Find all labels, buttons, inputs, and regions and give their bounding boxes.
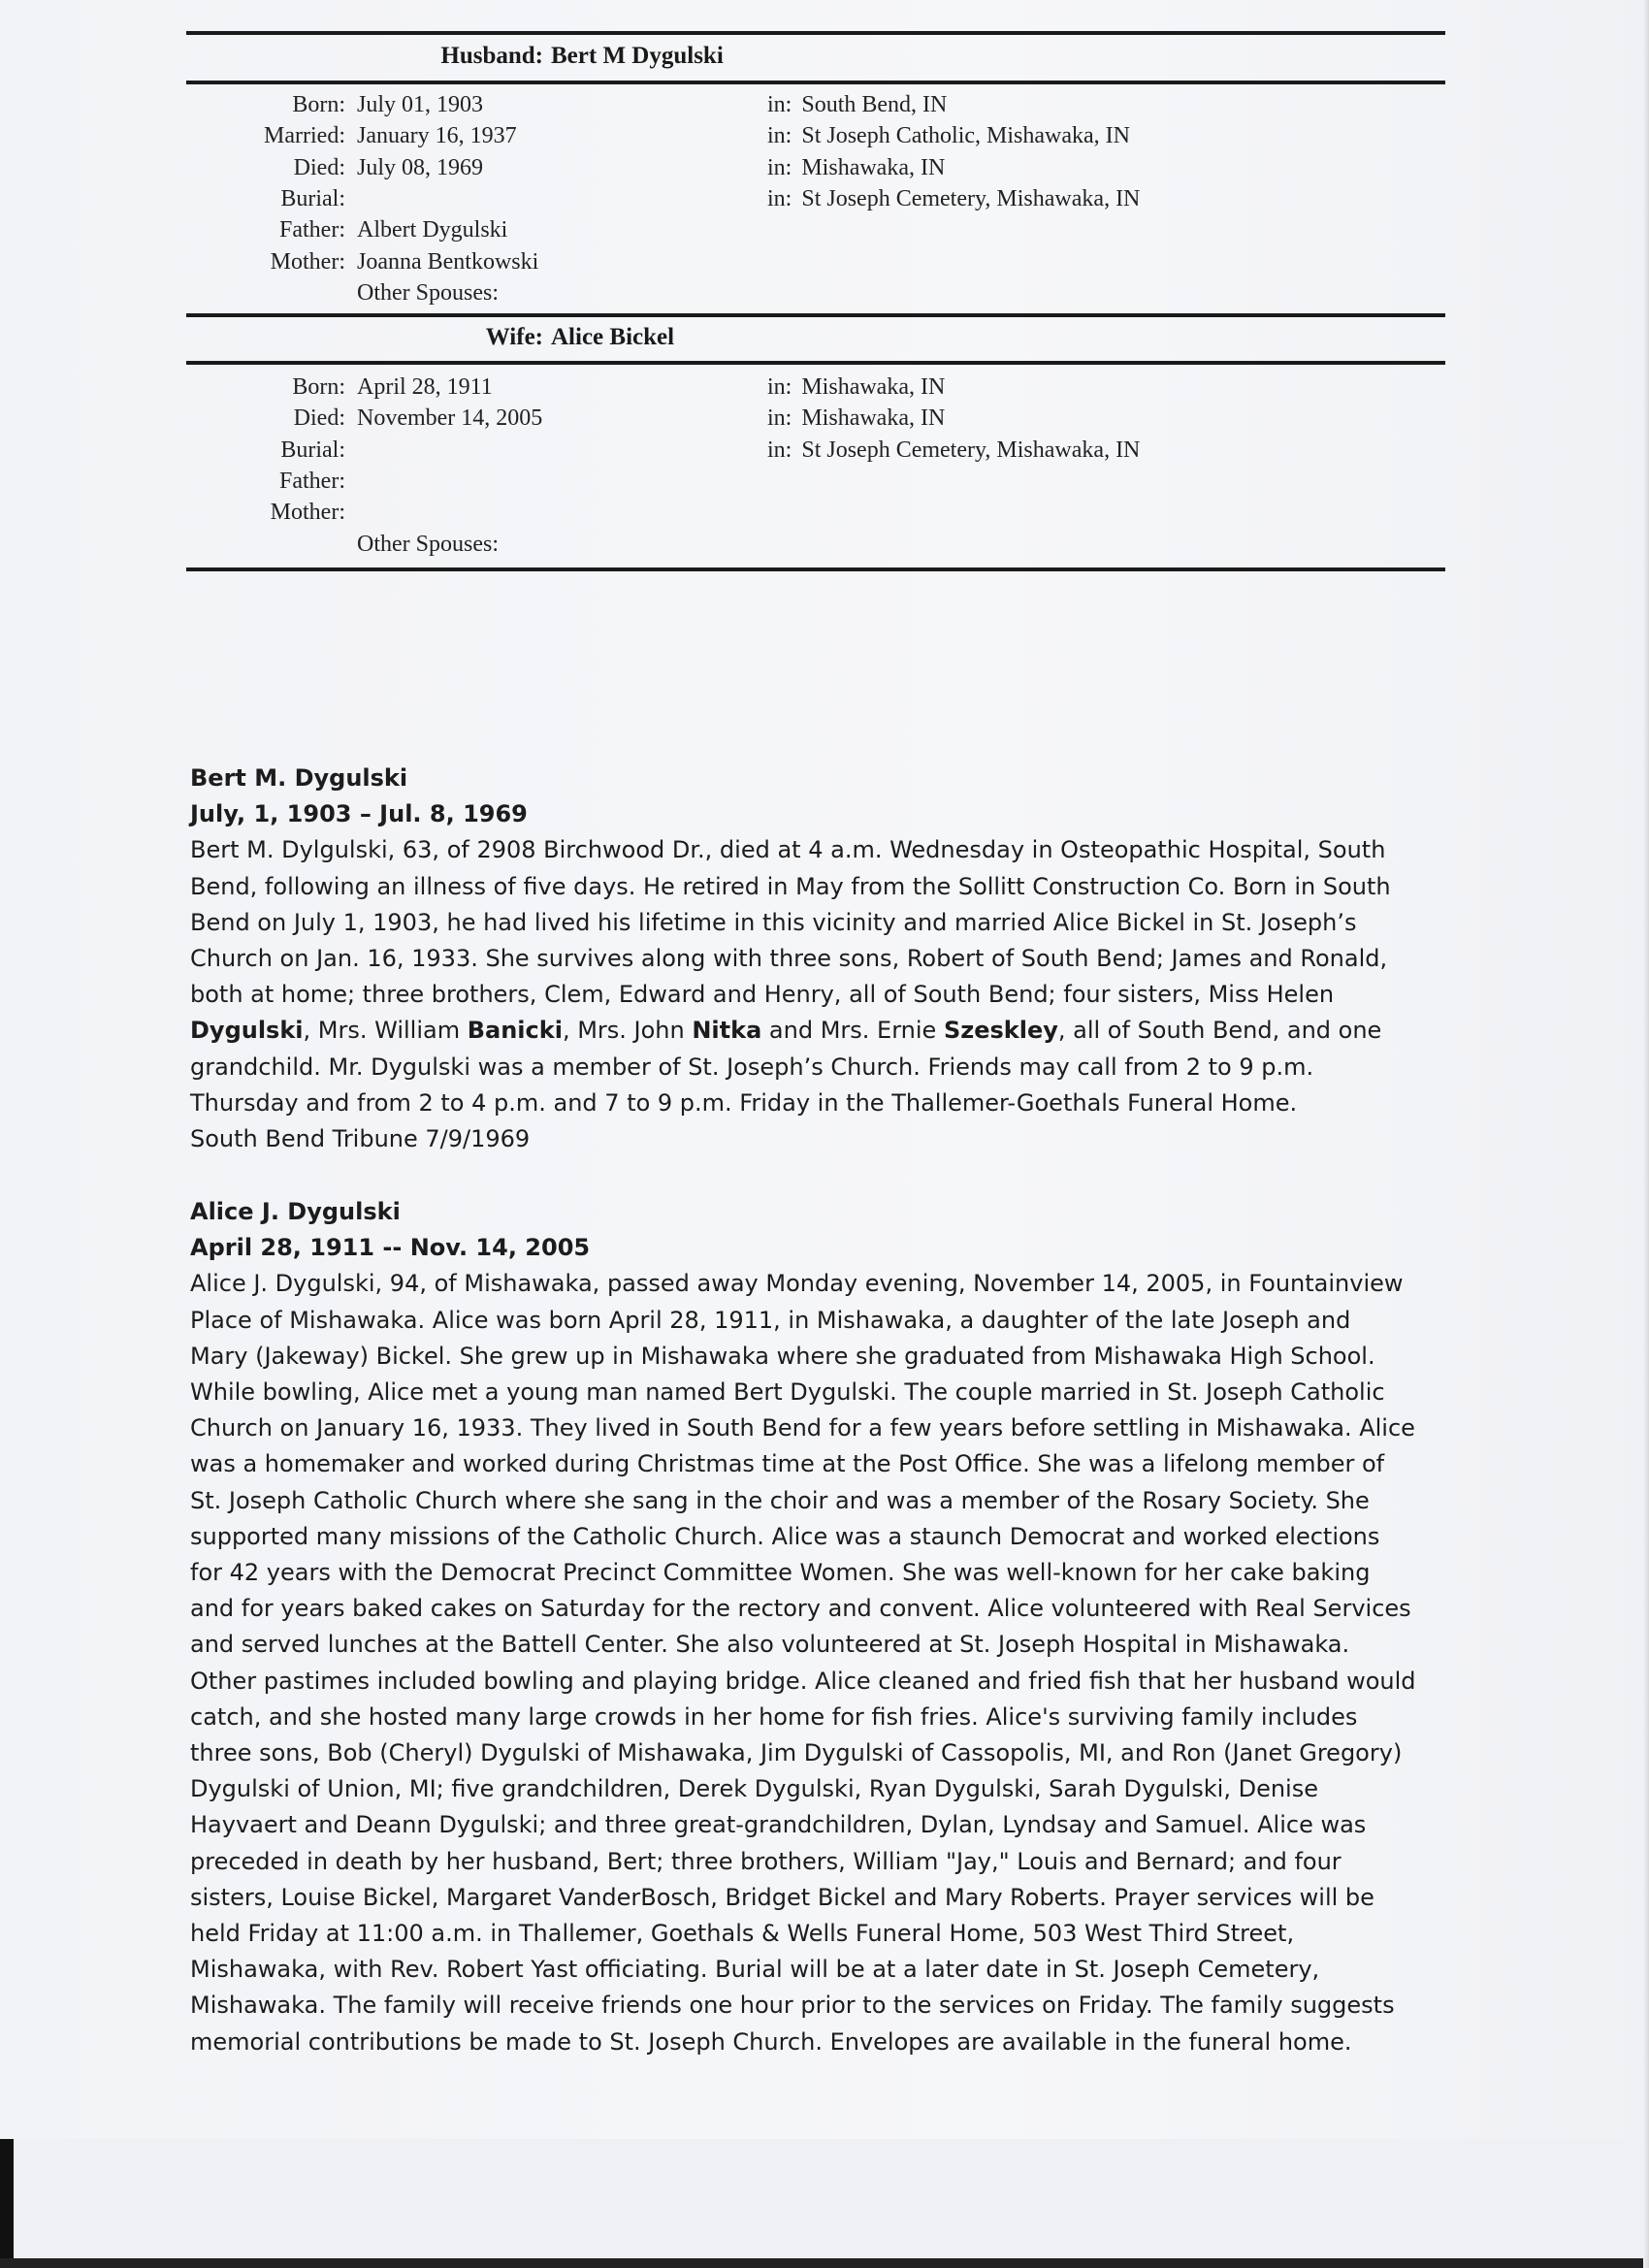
record-field-value: January 16, 1937 — [357, 123, 517, 149]
top-rule — [186, 31, 1445, 35]
scan-right-shadow — [1643, 0, 1649, 2268]
obituary-line: preceded in death by her husband, Bert; three brothers, William "Jay," Louis and Bernard; and four — [190, 1847, 1342, 1875]
scan-left-edge — [0, 2139, 14, 2268]
obituary-line: three sons, Bob (Cheryl) Dygulski of Mishawaka, Jim Dygulski of Cassopolis, MI, and Ron (Janet Gregory) — [190, 1739, 1403, 1767]
record-place — [767, 214, 777, 245]
record-row — [0, 152, 1649, 183]
record-field-value: November 14, 2005 — [357, 405, 543, 432]
record-place — [767, 89, 947, 120]
record-place-in-label: in: — [767, 405, 792, 432]
wife-heading-rule — [186, 361, 1445, 365]
obituary-line — [190, 905, 1480, 941]
obituary-text-segment: both at home; three brothers, Clem, Edward and Henry, all of South Bend; four sisters, Miss Helen — [190, 981, 1335, 1009]
record-row — [0, 529, 1649, 560]
record-field-value: July 08, 1969 — [357, 154, 484, 180]
obituary-alice-name: Alice J. Dygulski — [190, 1198, 401, 1225]
scan-bottom-edge — [0, 2258, 1649, 2268]
record-row — [0, 120, 1649, 151]
record-row — [0, 183, 1649, 214]
record-place — [767, 120, 1130, 151]
record-row — [0, 403, 1649, 434]
obituary-line: for 42 years with the Democrat Precinct Committee Women. She was well-known for her cake baking — [190, 1559, 1371, 1587]
obituary-line: and for years baked cakes on Saturday for the rectory and convent. Alice volunteered with Real Services — [190, 1595, 1411, 1623]
obituary-line: Mishawaka. The family will receive friends one hour prior to the services on Friday. The family suggests — [190, 1992, 1395, 2020]
record-field-label: Burial: — [280, 185, 345, 211]
record-place-value: St Joseph Catholic, Mishawaka, IN — [801, 123, 1130, 149]
record-place — [767, 277, 777, 308]
record-place — [767, 372, 945, 403]
obituary-text-segment: Banicki — [467, 1017, 563, 1045]
obituary-line — [190, 1050, 1480, 1085]
obituary-line: While bowling, Alice met a young man named Bert Dygulski. The couple married in St. Joseph Catholic — [190, 1378, 1385, 1407]
obituary-text-segment: South Bend Tribune 7/9/1969 — [190, 1125, 531, 1153]
record-place-in-label: in: — [767, 154, 792, 180]
record-row — [0, 435, 1649, 466]
obituary-line: Church on January 16, 1933. They lived in South Bend for a few years before settling in Mishawaka. Alice — [190, 1414, 1415, 1442]
obituary-alice-dates: April 28, 1911 -- Nov. 14, 2005 — [190, 1234, 591, 1262]
wife-bottom-rule — [186, 567, 1445, 571]
record-place — [767, 435, 1140, 466]
record-place-value: Mishawaka, IN — [801, 374, 946, 400]
wife-heading-label: Wife: — [485, 324, 543, 350]
obituary-line — [190, 1085, 1480, 1121]
record-field-value: July 01, 1903 — [357, 92, 484, 117]
record-place — [767, 152, 945, 183]
record-place — [767, 466, 777, 497]
record-place-in-label: in: — [767, 185, 792, 211]
wife-heading-name: Alice Bickel — [551, 324, 675, 350]
obituary-text-segment: Bend on July 1, 1903, he had lived his lifetime in this vicinity and married Alice Bickel in St. Joseph’s — [190, 908, 1357, 936]
record-field-label: Born: — [292, 92, 345, 117]
record-field-label: Burial: — [280, 437, 345, 463]
record-place — [767, 183, 1140, 214]
husband-heading-name: Bert M Dygulski — [551, 43, 724, 69]
obituary-line: Place of Mishawaka. Alice was born April 28, 1911, in Mishawaka, a daughter of the late Joseph and — [190, 1306, 1351, 1334]
obituary-alice-body — [190, 1266, 1480, 2059]
obituary-text-segment: Bend, following an illness of five days. He retired in May from the Sollitt Construction Co. Born in South — [190, 872, 1391, 900]
record-field-label: Mother: — [270, 500, 345, 526]
husband-heading-rule — [186, 81, 1445, 84]
obituary-bert-body — [190, 832, 1480, 1157]
record-place-in-label: in: — [767, 92, 792, 117]
record-place-in-label: in: — [767, 437, 792, 463]
obituary-line — [190, 1013, 1480, 1049]
obituary-text-segment: , Mrs. William — [303, 1017, 468, 1045]
obituary-line: supported many missions of the Catholic Church. Alice was a staunch Democrat and worked elections — [190, 1522, 1380, 1550]
record-field-label: Mother: — [270, 248, 345, 275]
obituary-text-segment: Thursday and from 2 to 4 p.m. and 7 to 9 p.m. Friday in the Thallemer-Goethals Funeral Home. — [190, 1088, 1298, 1117]
record-row — [0, 497, 1649, 528]
obituary-line: Hayvaert and Deann Dygulski; and three great-grandchildren, Dylan, Lyndsay and Samuel. Alice was — [190, 1811, 1367, 1839]
record-row — [0, 246, 1649, 277]
record-field-label: Died: — [293, 154, 345, 180]
obituary-line: Mary (Jakeway) Bickel. She grew up in Mishawaka where she graduated from Mishawaka High School. — [190, 1342, 1375, 1370]
obituary-line: memorial contributions be made to St. Joseph Church. Envelopes are available in the funeral home. — [190, 2027, 1352, 2056]
record-place-value: Mishawaka, IN — [801, 405, 946, 432]
obituary-text-segment: , Mrs. John — [562, 1017, 693, 1045]
obituary-bert-dates: July, 1, 1903 – Jul. 8, 1969 — [190, 800, 528, 828]
record-row — [0, 372, 1649, 403]
record-place-value: Mishawaka, IN — [801, 154, 946, 180]
obituary-line — [190, 832, 1480, 868]
wife-heading — [186, 324, 1445, 355]
obituary-text-segment: Dygulski — [190, 1017, 304, 1045]
record-place-value: St Joseph Cemetery, Mishawaka, IN — [801, 185, 1141, 211]
record-field-label: Born: — [292, 374, 345, 400]
obituary-line: Other pastimes included bowling and playing bridge. Alice cleaned and fried fish that her husband would — [190, 1667, 1416, 1695]
record-field-value: Other Spouses: — [357, 531, 499, 557]
obituary-line: held Friday at 11:00 a.m. in Thallemer, Goethals & Wells Funeral Home, 503 West Third Street, — [190, 1920, 1295, 1948]
record-place — [767, 246, 777, 277]
record-row — [0, 214, 1649, 245]
record-place-in-label: in: — [767, 123, 792, 149]
record-field-label: Married: — [264, 123, 345, 149]
husband-bottom-rule — [186, 313, 1445, 317]
record-field-label: Father: — [279, 217, 345, 243]
obituary-text-segment: Bert M. Dylgulski, 63, of 2908 Birchwood Dr., died at 4 a.m. Wednesday in Osteopathic Hospital, South — [190, 836, 1386, 864]
record-field-label: Died: — [293, 405, 345, 432]
record-field-value: Other Spouses: — [357, 279, 499, 306]
record-place — [767, 497, 777, 528]
record-place-value: St Joseph Cemetery, Mishawaka, IN — [801, 437, 1141, 463]
obituary-text-segment: and Mrs. Ernie — [761, 1017, 944, 1045]
record-place-value: South Bend, IN — [801, 92, 948, 117]
obituary-line: Mishawaka, with Rev. Robert Yast officiating. Burial will be at a later date in St. Joseph Cemetery, — [190, 1956, 1320, 1984]
obituary-line: St. Joseph Catholic Church where she sang in the choir and was a member of the Rosary Society. She — [190, 1486, 1370, 1514]
obituary-line: and served lunches at the Battell Center. She also volunteered at St. Joseph Hospital in Mishawaka. — [190, 1631, 1350, 1659]
record-row — [0, 277, 1649, 308]
obituary-line — [190, 869, 1480, 905]
record-field-value: Albert Dygulski — [357, 217, 508, 243]
obituary-line — [190, 977, 1480, 1013]
obituary-bert-name: Bert M. Dygulski — [190, 764, 408, 792]
obituary-line: Dygulski of Union, MI; five grandchildren, Derek Dygulski, Ryan Dygulski, Sarah Dygulski, Denise — [190, 1775, 1318, 1803]
obituary-line: was a homemaker and worked during Christmas time at the Post Office. She was a lifelong member of — [190, 1450, 1385, 1478]
record-place-in-label: in: — [767, 374, 792, 400]
obituary-line — [190, 1121, 1480, 1157]
obituary-line: Alice J. Dygulski, 94, of Mishawaka, passed away Monday evening, November 14, 2005, in Fountainview — [190, 1270, 1404, 1298]
obituary-alice — [190, 1194, 1480, 2060]
obituary-text-segment: Szeskley — [943, 1017, 1058, 1045]
obituary-text-segment: Church on Jan. 16, 1933. She survives along with three sons, Robert of South Bend; James and Ronald, — [190, 945, 1388, 973]
obituary-line: sisters, Louise Bickel, Margaret VanderBosch, Bridget Bickel and Mary Roberts. Prayer services will be — [190, 1883, 1374, 1911]
record-field-value: Joanna Bentkowski — [357, 248, 539, 275]
record-place — [767, 403, 945, 434]
scan-bottom-strip — [0, 2139, 1649, 2268]
obituary-bert — [190, 761, 1480, 1157]
record-place — [767, 529, 777, 560]
obituary-text-segment: , all of South Bend, and one — [1057, 1017, 1382, 1045]
obituary-line: catch, and she hosted many large crowds in her home for fish fries. Alice's surviving family includes — [190, 1702, 1358, 1731]
record-field-label: Father: — [279, 468, 345, 494]
husband-heading-label: Husband: — [440, 43, 543, 69]
record-row — [0, 466, 1649, 497]
obituary-line — [190, 941, 1480, 977]
husband-heading — [186, 43, 1445, 74]
obituary-text-segment: grandchild. Mr. Dygulski was a member of St. Joseph’s Church. Friends may call from 2 to 9 p.m. — [190, 1053, 1314, 1081]
record-row — [0, 89, 1649, 120]
obituary-text-segment: Nitka — [692, 1017, 762, 1045]
record-field-value: April 28, 1911 — [357, 374, 493, 400]
